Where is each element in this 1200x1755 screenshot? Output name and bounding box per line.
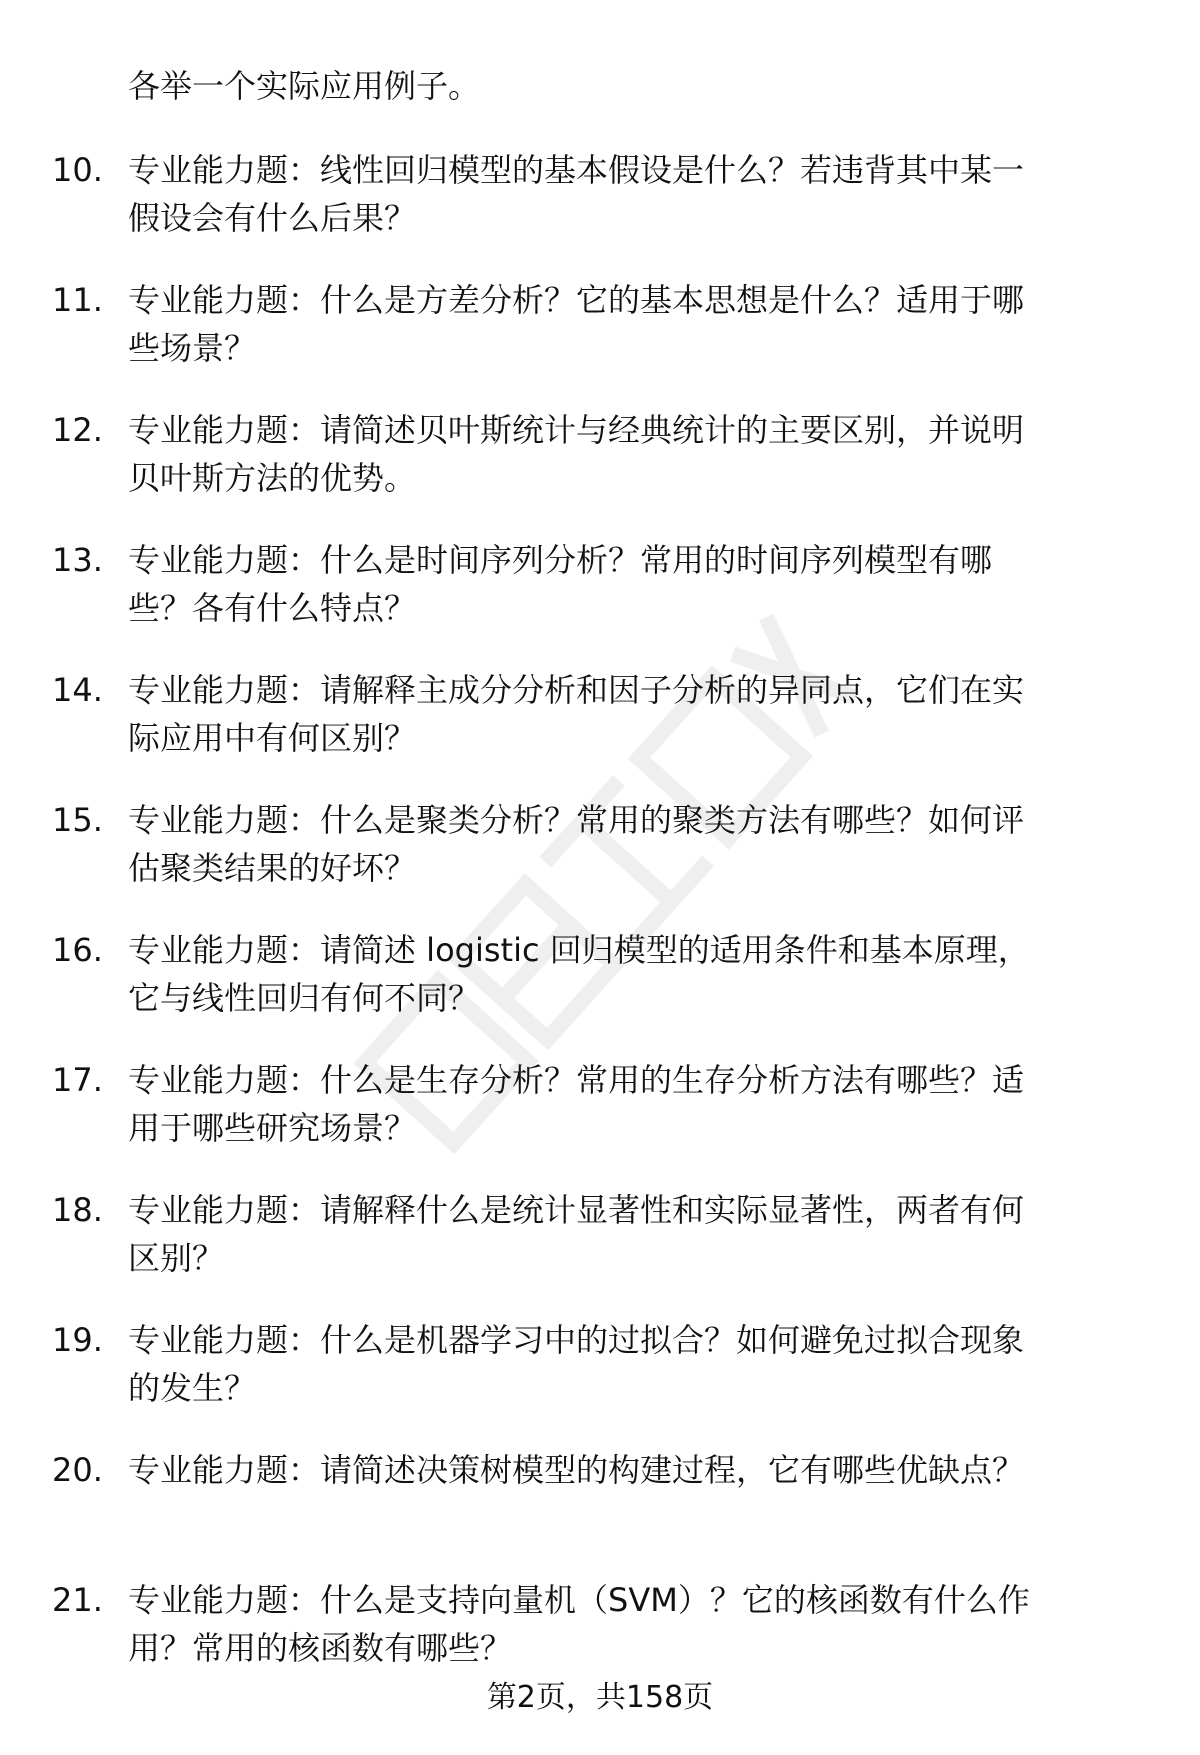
question-list <box>0 146 1200 1706</box>
question-text <box>128 406 1148 502</box>
question-text <box>128 536 1148 632</box>
question-text-line: 估聚类结果的好坏？ <box>128 849 417 887</box>
question-number: 21. <box>52 1581 103 1619</box>
question-text-line: 些？各有什么特点？ <box>128 589 417 627</box>
question-text-line: 际应用中有何区别？ <box>128 719 417 757</box>
question-item <box>0 406 1200 536</box>
question-item <box>0 536 1200 666</box>
question-item <box>0 1186 1200 1316</box>
question-number: 13. <box>52 541 103 579</box>
question-text-line: 些场景？ <box>128 329 257 367</box>
question-text-line: 专业能力题：请解释什么是统计显著性和实际显著性，两者有何 <box>128 1191 1025 1229</box>
question-text <box>128 1186 1148 1282</box>
question-text-line: 贝叶斯方法的优势。 <box>128 459 417 497</box>
question-text <box>128 1316 1148 1412</box>
question-text-line: 专业能力题：什么是时间序列分析？常用的时间序列模型有哪 <box>128 541 993 579</box>
question-text-line: 专业能力题：请简述贝叶斯统计与经典统计的主要区别，并说明 <box>128 411 1025 449</box>
question-text <box>128 146 1148 242</box>
question-text-line: 专业能力题：线性回归模型的基本假设是什么？若违背其中某一 <box>128 151 1025 189</box>
question-number: 11. <box>52 281 103 319</box>
question-text-line: 它与线性回归有何不同？ <box>128 979 481 1017</box>
question-text-line: 专业能力题：什么是生存分析？常用的生存分析方法有哪些？适 <box>128 1061 1025 1099</box>
question-text-line: 用？常用的核函数有哪些？ <box>128 1629 513 1667</box>
question-number: 17. <box>52 1061 103 1099</box>
question-text <box>128 276 1148 372</box>
question-text-line: 区别？ <box>128 1239 225 1277</box>
question-text <box>128 1056 1148 1152</box>
question-text-line: 专业能力题：请解释主成分分析和因子分析的异同点，它们在实 <box>128 671 1025 709</box>
question-text-line: 假设会有什么后果？ <box>128 199 417 237</box>
question-text-line: 专业能力题：什么是支持向量机（SVM）？它的核函数有什么作 <box>128 1581 1030 1619</box>
question-text <box>128 1576 1148 1672</box>
question-text <box>128 1446 1148 1494</box>
question-text-line: 专业能力题：请简述决策树模型的构建过程，它有哪些优缺点？ <box>128 1451 1025 1489</box>
question-text-line: 用于哪些研究场景？ <box>128 1109 417 1147</box>
continuation-text: 各举一个实际应用例子。 <box>128 67 481 105</box>
page-indicator: 第2页，共158页 <box>486 1680 714 1715</box>
question-number: 20. <box>52 1451 103 1489</box>
question-item <box>0 926 1200 1056</box>
question-text <box>128 666 1148 762</box>
question-text-line: 专业能力题：什么是聚类分析？常用的聚类方法有哪些？如何评 <box>128 801 1025 839</box>
question-number: 12. <box>52 411 103 449</box>
question-text-line: 专业能力题：什么是方差分析？它的基本思想是什么？适用于哪 <box>128 281 1025 319</box>
question-text-line: 专业能力题：请简述 logistic 回归模型的适用条件和基本原理， <box>128 931 1030 969</box>
question-item <box>0 796 1200 926</box>
question-number: 14. <box>52 671 103 709</box>
question-number: 16. <box>52 931 103 969</box>
question-text <box>128 926 1148 1022</box>
question-number: 18. <box>52 1191 103 1229</box>
question-item <box>0 1056 1200 1186</box>
question-number: 15. <box>52 801 103 839</box>
question-item <box>0 276 1200 406</box>
question-item <box>0 146 1200 276</box>
question-item <box>0 1316 1200 1446</box>
question-item <box>0 666 1200 796</box>
question-text <box>128 796 1148 892</box>
question-number: 19. <box>52 1321 103 1359</box>
question-number: 10. <box>52 151 103 189</box>
question-item <box>0 1446 1200 1576</box>
question-text-line: 专业能力题：什么是机器学习中的过拟合？如何避免过拟合现象 <box>128 1321 1025 1359</box>
question-text-line: 的发生？ <box>128 1369 257 1407</box>
